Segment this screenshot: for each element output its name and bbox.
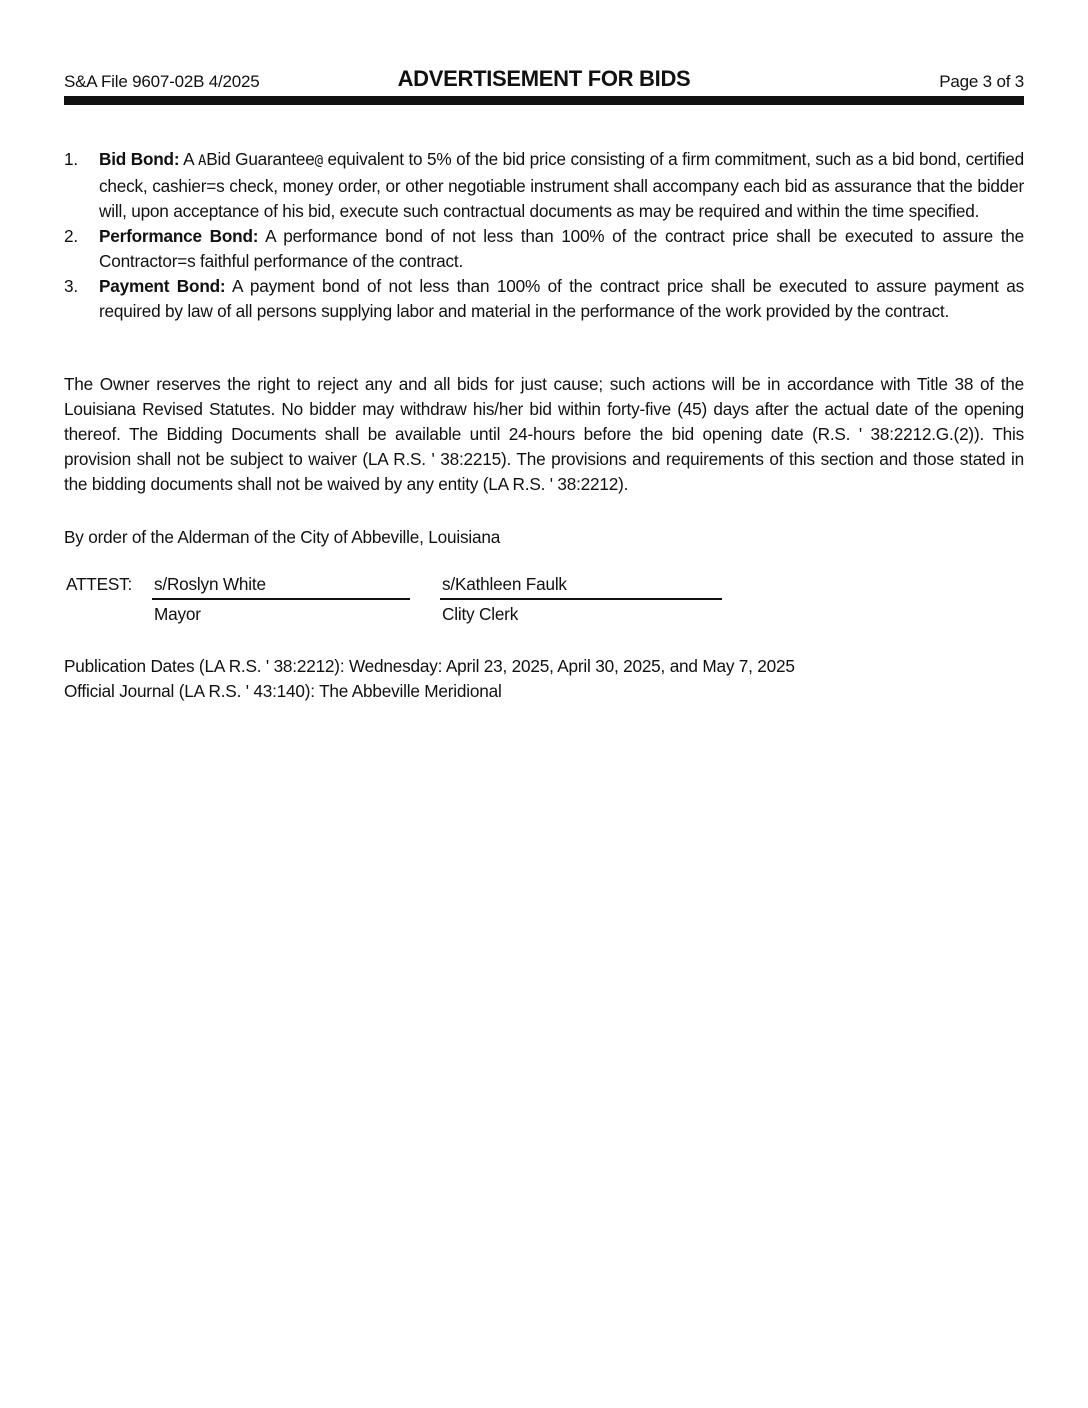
quote-close-glyph: @ xyxy=(314,153,323,169)
publication-info xyxy=(64,654,1024,704)
mayor-title: Mayor xyxy=(154,604,201,624)
performance-bond-label: Performance Bond: xyxy=(99,226,259,246)
page-number: Page 3 of 3 xyxy=(939,72,1024,91)
mayor-signature-line xyxy=(152,598,410,600)
owner-paragraph: The Owner reserves the right to reject any and all bids for just cause; such actions will be in accordance with Title 38 of the Louisiana Revised Statutes. No bidder may withdraw his/her bid within forty-five (45) days after the actual date of the opening thereof. The Bidding Documents shall be available until 24-hours before the bid opening date (R.S. ' 38:2212.G.(2)). This provision shall not be subject to waiver (LA R.S. ' 38:2215). The provisions and requirements of this section and those stated in the bidding documents shall not be waived by any entity (LA R.S. ' 38:2212). xyxy=(64,374,1024,494)
official-journal: Official Journal (LA R.S. ' 43:140): The Abbeville Meridional xyxy=(64,681,502,701)
bid-guarantee-term: Bid Guarantee xyxy=(206,149,315,169)
attest-label: ATTEST: xyxy=(66,574,133,594)
mayor-signature: s/Roslyn White xyxy=(154,574,266,594)
file-reference: S&A File 9607-02B 4/2025 xyxy=(64,72,260,91)
performance-bond-text: A performance bond of not less than 100% of the contract price shall be executed to assure the Contractor=s faithful performance of the contract. xyxy=(99,226,1024,271)
clerk-signature: s/Kathleen Faulk xyxy=(442,574,567,594)
list-number: 3. xyxy=(64,276,78,296)
list-number: 1. xyxy=(64,149,78,169)
clerk-title: Clity Clerk xyxy=(442,604,519,624)
clerk-signature-line xyxy=(440,598,722,600)
document-title: ADVERTISEMENT FOR BIDS xyxy=(397,66,691,91)
publication-dates: Publication Dates (LA R.S. ' 38:2212): Wednesday: April 23, 2025, April 30, 2025, and May 7, 2025 xyxy=(64,656,795,676)
list-number: 2. xyxy=(64,226,78,246)
list-item-payment-bond xyxy=(64,274,1024,324)
bid-bond-label: Bid Bond: xyxy=(99,149,180,169)
signature-block xyxy=(64,574,764,634)
list-item-bid-bond xyxy=(64,147,1024,224)
bid-bond-pre: A xyxy=(179,149,199,169)
list-item-performance-bond xyxy=(64,224,1024,274)
bond-list xyxy=(64,147,1024,324)
payment-bond-label: Payment Bond: xyxy=(99,276,226,296)
bid-bond-text: equivalent to 5% of the bid price consisting of a firm commitment, such as a bid bond, certified check, cashier=s check, money order, or other negotiable instrument shall accompany each bid as assurance that the bidder will, upon acceptance of his bid, execute such contractual documents as may be required and within the time specified. xyxy=(99,149,1024,221)
order-statement: By order of the Alderman of the City of Abbeville, Louisiana xyxy=(64,527,501,547)
header-rule xyxy=(64,96,1024,105)
page-header xyxy=(64,66,1024,96)
quote-open-glyph: A xyxy=(198,153,207,169)
payment-bond-text: A payment bond of not less than 100% of the contract price shall be executed to assure payment as required by law of all persons supplying labor and material in the performance of the work provided by the contract. xyxy=(99,276,1024,321)
